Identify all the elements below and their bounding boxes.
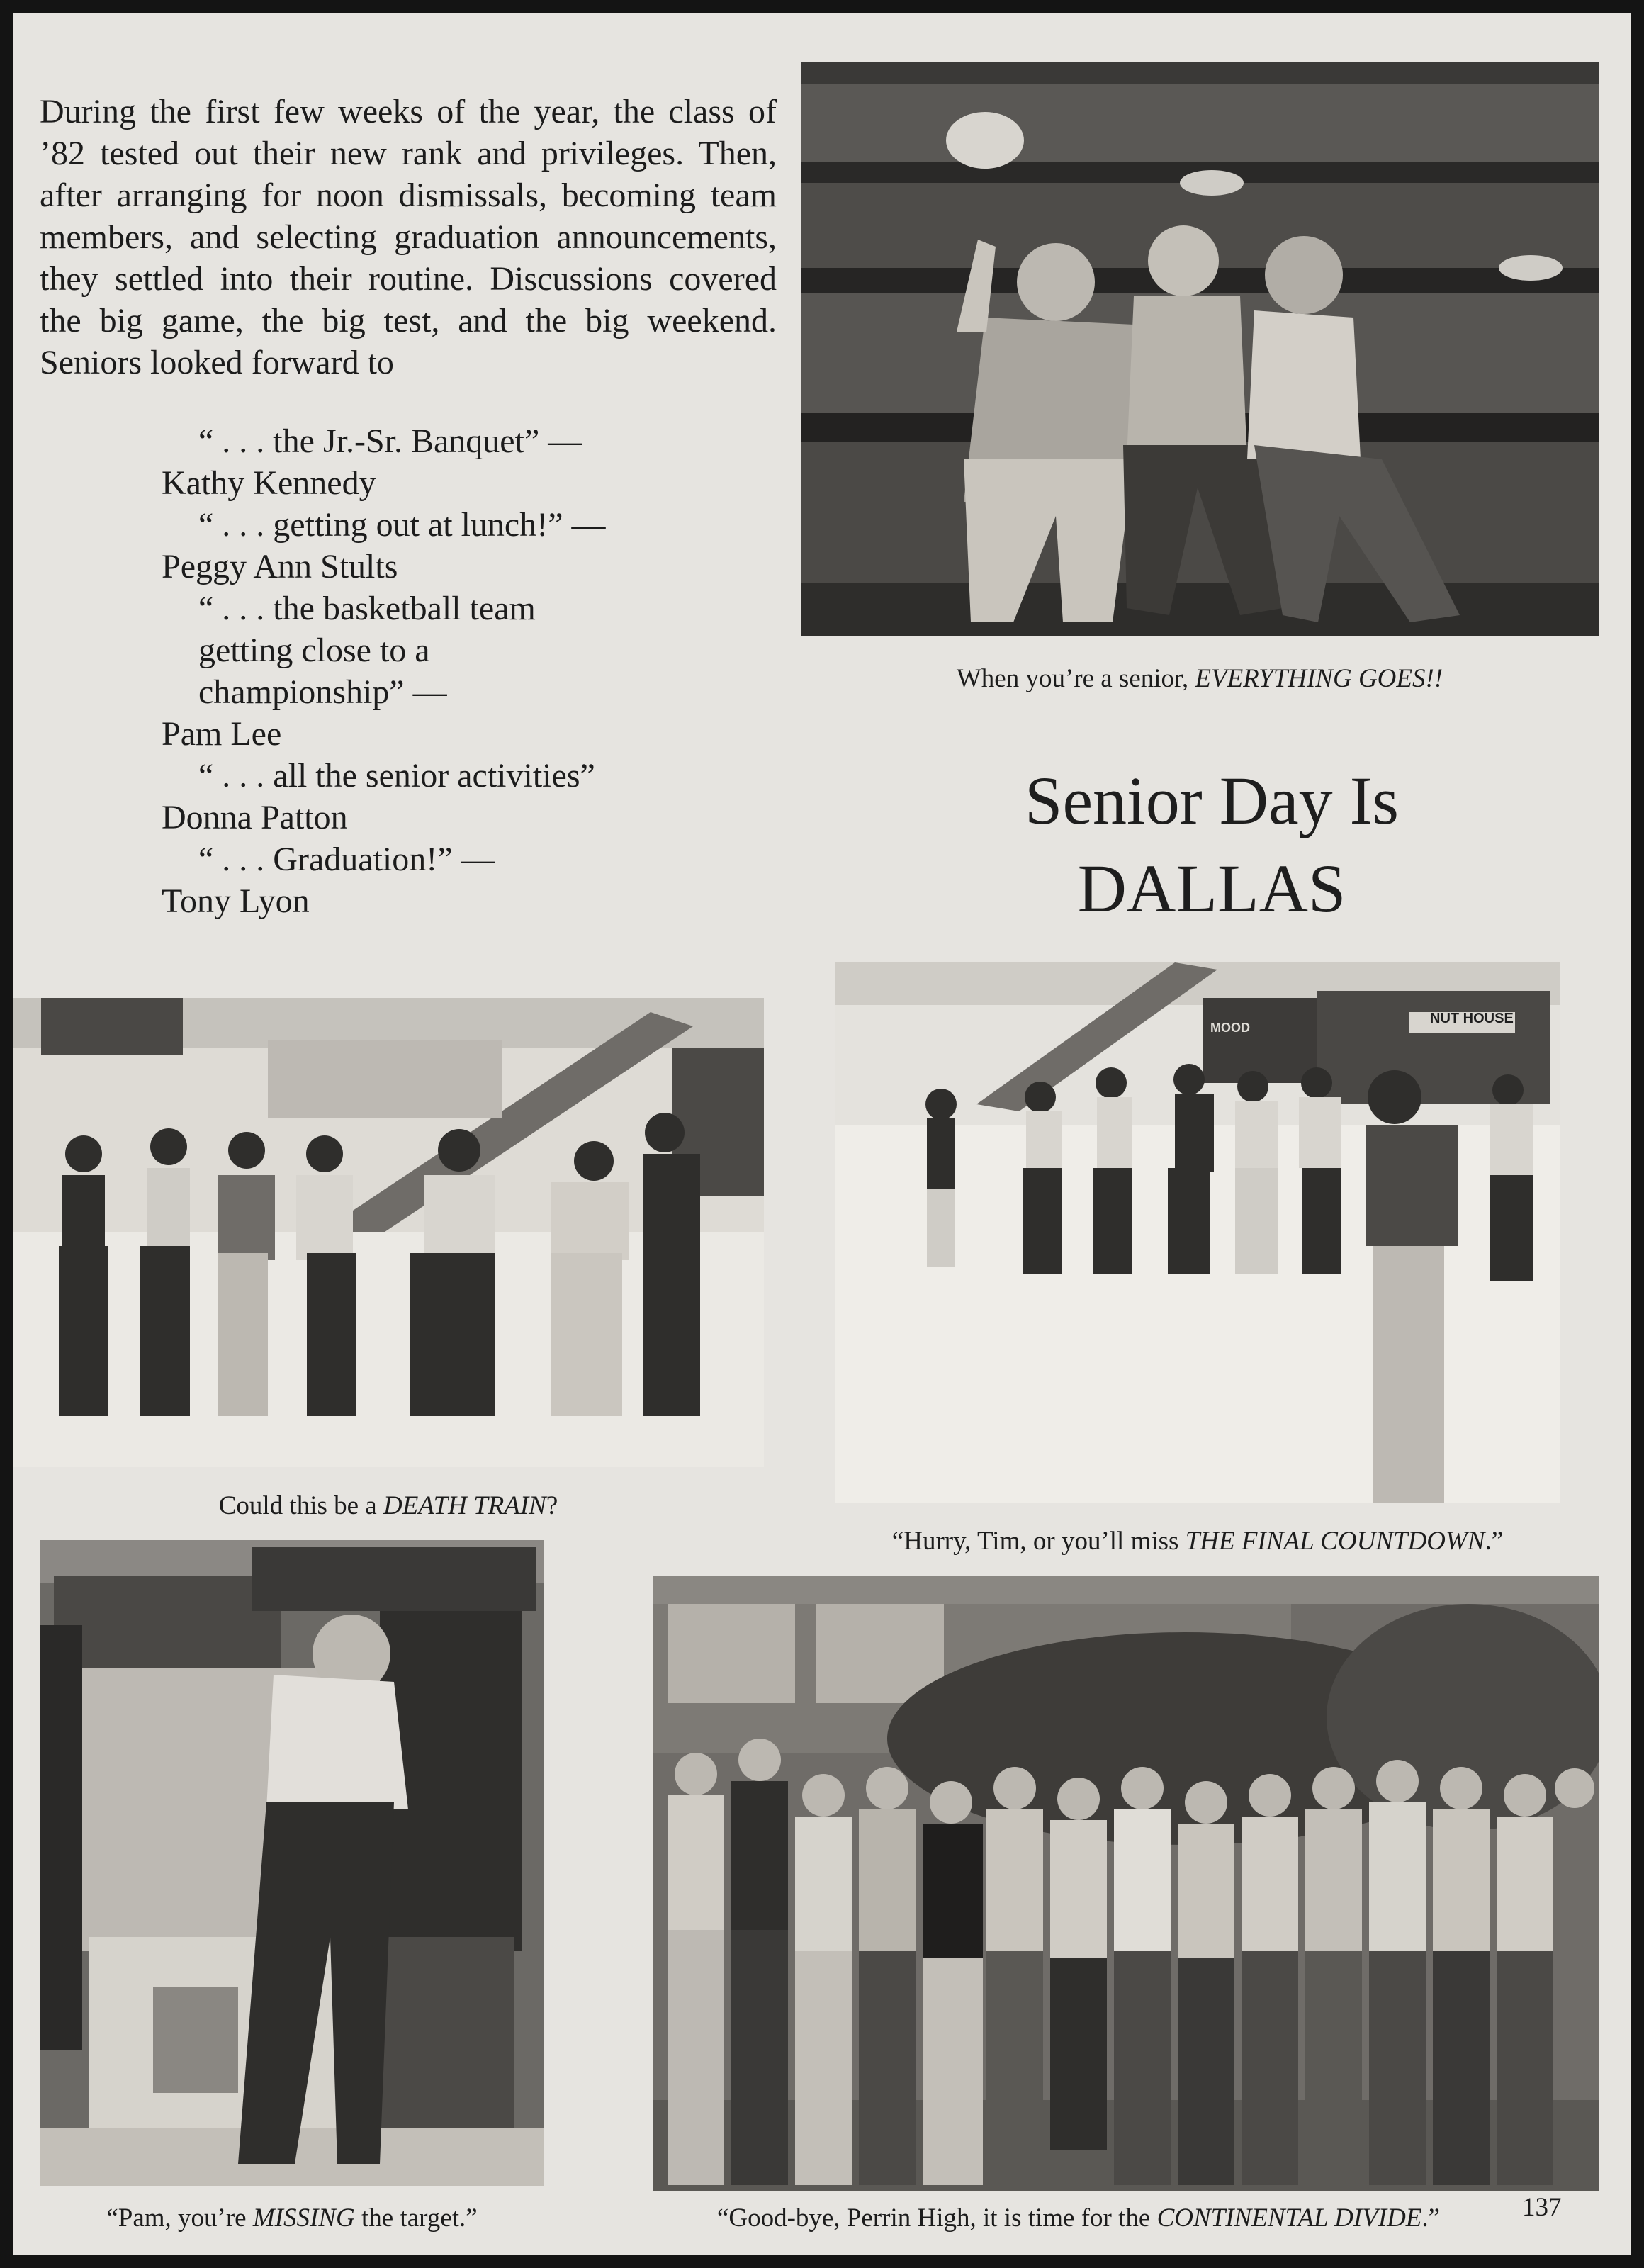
quote-author: Kathy Kennedy — [162, 464, 376, 502]
quote-text: “ . . . getting out at lunch!” — — [198, 506, 606, 544]
photo-seniors-on-steps — [801, 62, 1599, 636]
caption-arcade: “Pam, you’re MISSING the target.” — [106, 2204, 478, 2233]
quote-text: “ . . . Graduation!” — — [198, 841, 495, 878]
caption-steps: When you’re a senior, EVERYTHING GOES!! — [956, 664, 1443, 693]
caption-group: “Good-bye, Perrin High, it is time for the CONTINENTAL DIVIDE.” — [716, 2204, 1441, 2233]
quote-author: Pam Lee — [162, 715, 282, 753]
quote-text: “ . . . all the senior activities” — [198, 757, 595, 795]
intro-paragraph: During the first few weeks of the year, the class of ’82 tested out their new rank and privileges. Then, after arranging for noon dismissals, becoming team members, and selecting graduation announcements, they settled into their routine. Discussions covered the big game, the big test, and the big weekend. Seniors looked forward to — [40, 93, 777, 381]
quote-author: Donna Patton — [162, 799, 348, 836]
photo-skating-rink — [835, 962, 1560, 1503]
quote-author: Peggy Ann Stults — [162, 548, 398, 585]
yearbook-page — [13, 13, 1631, 2255]
photo-arcade — [40, 1540, 544, 2186]
senior-quotes — [162, 420, 606, 922]
page-number: 137 — [1522, 2193, 1562, 2222]
quote-text: “ . . . the basketball team getting close to a championship” — — [198, 590, 536, 711]
page-title: Senior Day Is DALLAS — [1025, 763, 1399, 926]
photo-skating-line — [13, 998, 764, 1467]
store-sign-nut-house: NUT HOUSE — [1430, 1011, 1514, 1026]
photo-class-group — [653, 1576, 1599, 2191]
intro-text — [40, 91, 777, 383]
quote-text: “ . . . the Jr.-Sr. Banquet” — — [198, 422, 582, 460]
store-sign-mood: MOOD — [1210, 1021, 1250, 1035]
quote-author: Tony Lyon — [162, 882, 310, 920]
caption-death-train: Could this be a DEATH TRAIN? — [218, 1491, 558, 1520]
caption-countdown: “Hurry, Tim, or you’ll miss THE FINAL COUNTDOWN.” — [891, 1527, 1504, 1556]
